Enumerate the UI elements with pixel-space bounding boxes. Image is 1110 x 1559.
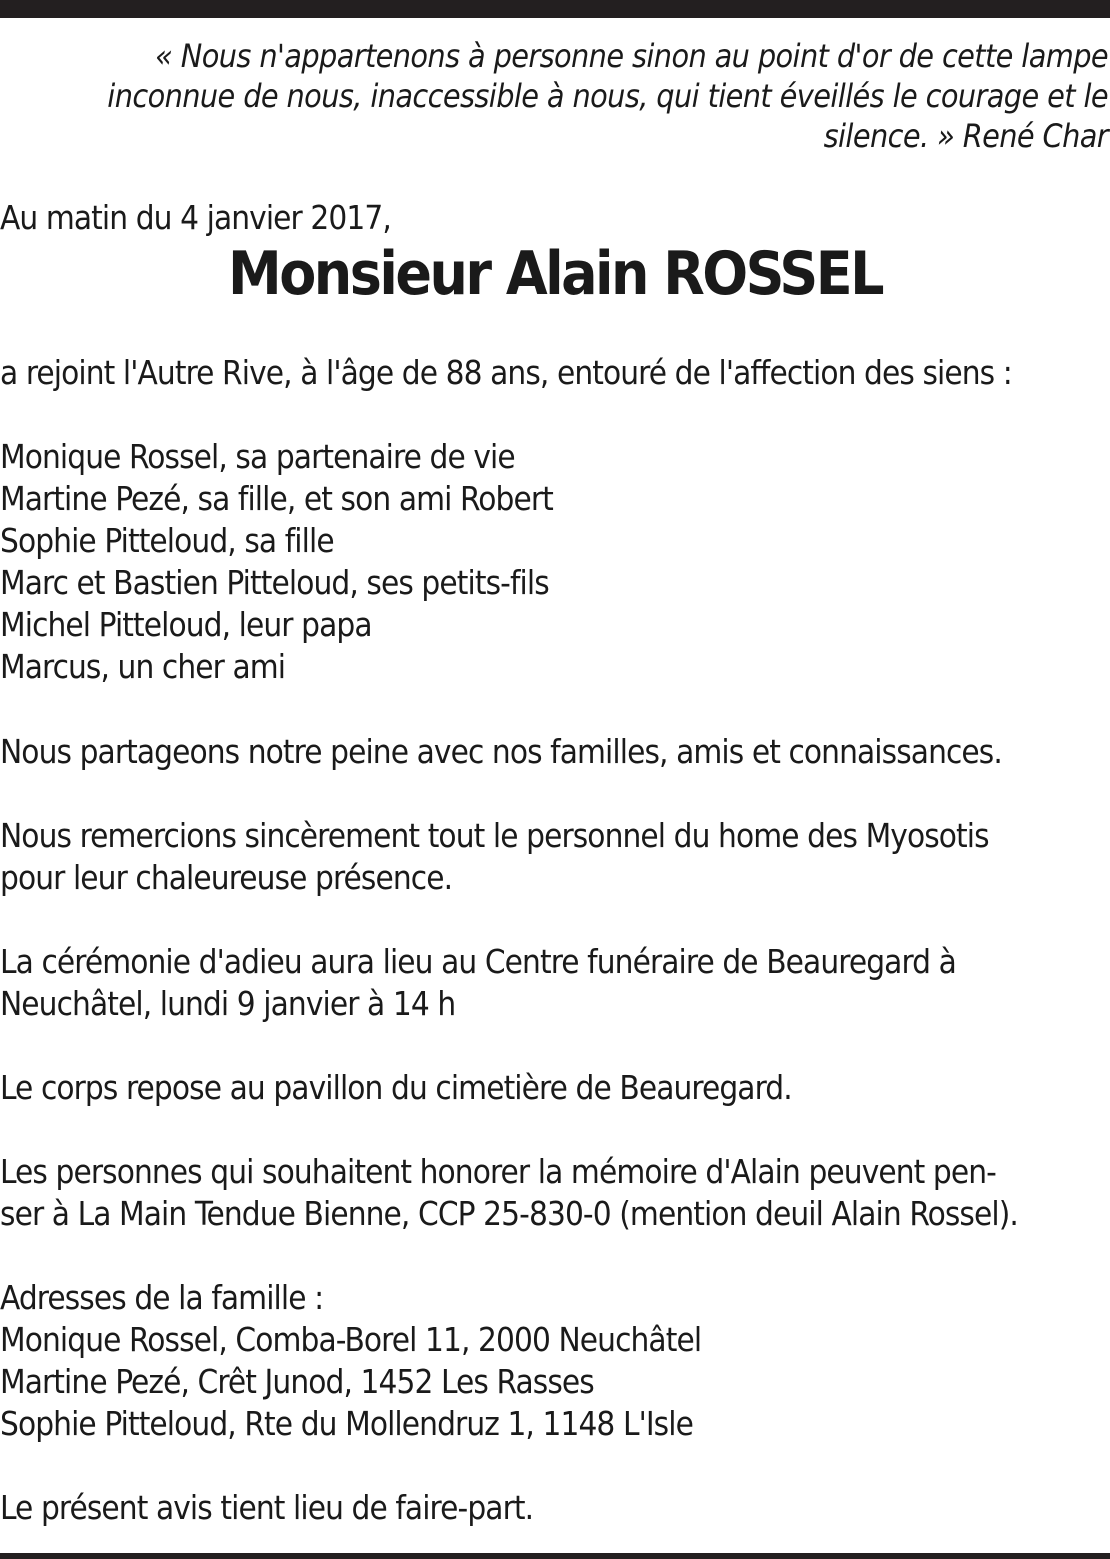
family-member: Michel Pitteloud, leur papa [0, 605, 372, 644]
family-member: Monique Rossel, sa partenaire de vie [0, 437, 515, 476]
ceremony-paragraph [0, 941, 1110, 1025]
family-member: Marc et Bastien Pitteloud, ses petits-fils [0, 563, 549, 602]
address-line: Monique Rossel, Comba-Borel 11, 2000 Neuchâtel [0, 1320, 702, 1359]
ceremony-line: Neuchâtel, lundi 9 janvier à 14 h [0, 984, 456, 1023]
thanks-line: pour leur chaleureuse présence. [0, 858, 453, 897]
deceased-name: Monsieur Alain ROSSEL [227, 239, 883, 309]
epigraph-quote [0, 36, 1108, 156]
body-rest-paragraph: Le corps repose au pavillon du cimetière de Beauregard. [0, 1068, 792, 1107]
family-addresses [0, 1277, 1110, 1445]
family-member: Sophie Pitteloud, sa fille [0, 521, 334, 560]
address-line: Sophie Pitteloud, Rte du Mollendruz 1, 1148 L'Isle [0, 1404, 693, 1443]
bottom-rule [0, 1553, 1110, 1559]
donation-paragraph [0, 1151, 1110, 1235]
addresses-heading: Adresses de la famille : [0, 1278, 324, 1317]
ceremony-line: La cérémonie d'adieu aura lieu au Centre funéraire de Beauregard à [0, 942, 956, 981]
thanks-line: Nous remercions sincèrement tout le personnel du home des Myosotis [0, 816, 989, 855]
sharing-paragraph: Nous partageons notre peine avec nos familles, amis et connaissances. [0, 732, 1002, 771]
family-member: Marcus, un cher ami [0, 647, 286, 686]
announcement: a rejoint l'Autre Rive, à l'âge de 88 ans, entouré de l'affection des siens : [0, 353, 1012, 392]
quote-line: inconnue de nous, inaccessible à nous, qui tient éveillés le courage et le [107, 77, 1108, 115]
donation-line: Les personnes qui souhaitent honorer la mémoire d'Alain peuvent pen- [0, 1152, 996, 1191]
closing-note: Le présent avis tient lieu de faire-part. [0, 1488, 534, 1527]
quote-line: « Nous n'appartenons à personne sinon au point d'or de cette lampe [155, 37, 1108, 75]
top-rule [0, 0, 1110, 18]
quote-line: silence. » René Char [823, 117, 1108, 155]
family-list [0, 436, 1110, 688]
donation-line: ser à La Main Tendue Bienne, CCP 25-830-0 (mention deuil Alain Rossel). [0, 1194, 1018, 1233]
intro-date: Au matin du 4 janvier 2017, [0, 198, 391, 237]
thanks-paragraph [0, 815, 1110, 899]
address-line: Martine Pezé, Crêt Junod, 1452 Les Rasses [0, 1362, 594, 1401]
family-member: Martine Pezé, sa fille, et son ami Robert [0, 479, 553, 518]
